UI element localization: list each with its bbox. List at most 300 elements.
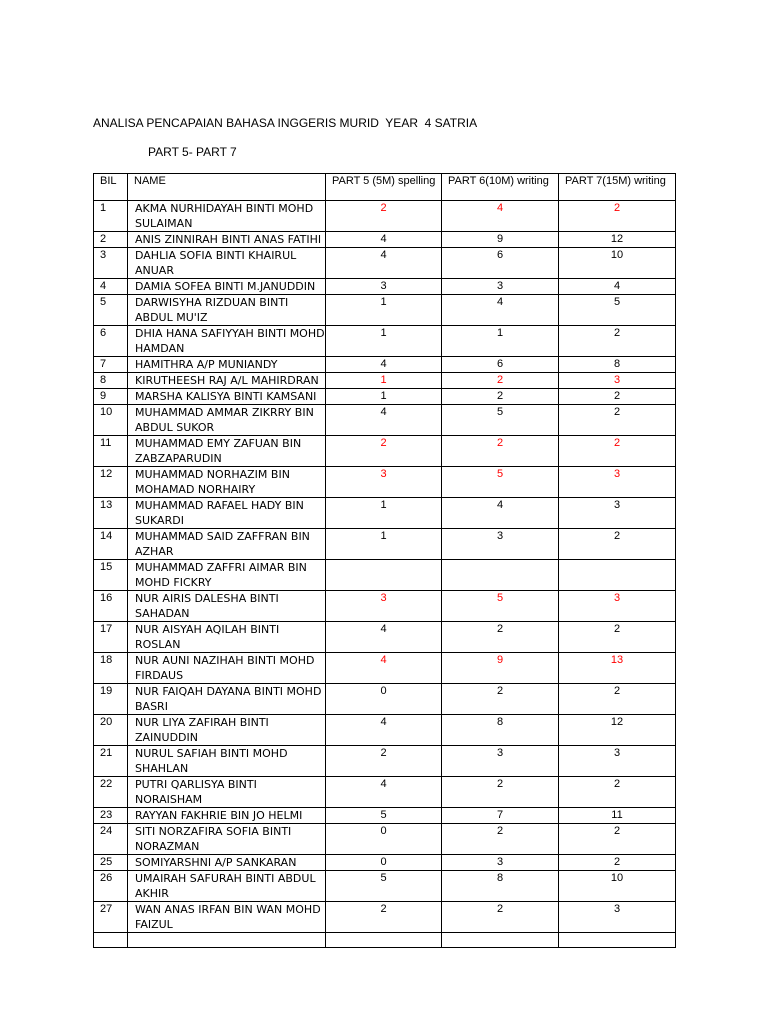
cell-bil <box>94 824 128 855</box>
cell-part5 <box>326 467 442 498</box>
cell-part7 <box>559 248 676 279</box>
cell-bil-text: 22 <box>100 778 113 790</box>
cell-name-text: MUHAMMAD EMY ZAFUAN BIN ZABZAPARUDIN <box>135 437 302 465</box>
score-table <box>93 173 676 948</box>
cell-bil-text: 9 <box>100 390 107 402</box>
cell-bil-text: 16 <box>100 592 113 604</box>
cell-part7-text: 3 <box>613 903 621 915</box>
cell-part7-text: 10 <box>610 249 624 261</box>
cell-part6 <box>442 405 559 436</box>
cell-part5 <box>326 326 442 357</box>
cell-part6-text: 9 <box>496 233 504 245</box>
cell-part5-text: 0 <box>380 856 387 868</box>
cell-name-text: NUR FAIQAH DAYANA BINTI MOHD BASRI <box>135 685 322 713</box>
cell-name <box>128 405 326 436</box>
cell-part6 <box>442 389 559 405</box>
cell-bil <box>94 777 128 808</box>
cell-name <box>128 232 326 248</box>
cell-name-text: AKMA NURHIDAYAH BINTI MOHD SULAIMAN <box>135 202 314 230</box>
cell-name <box>128 529 326 560</box>
cell-part6 <box>442 684 559 715</box>
cell-part6 <box>442 529 559 560</box>
cell-part6-text: 2 <box>496 778 504 790</box>
cell-bil <box>94 201 128 232</box>
cell-part7-text: 2 <box>613 856 621 868</box>
cell-bil-text: 6 <box>100 327 107 339</box>
cell-part7-text: 2 <box>613 406 621 418</box>
cell-part5-text <box>326 560 441 561</box>
cell-part7 <box>559 715 676 746</box>
cell-name-text: UMAIRAH SAFURAH BINTI ABDUL AKHIR <box>135 872 316 900</box>
cell-name-text: DARWISYHA RIZDUAN BINTI ABDUL MU'IZ <box>135 296 289 324</box>
cell-bil <box>94 808 128 824</box>
table-row <box>94 684 676 715</box>
cell-part6 <box>442 777 559 808</box>
cell-part5 <box>326 498 442 529</box>
cell-name-text: SOMIYARSHNI A/P SANKARAN <box>135 856 297 869</box>
table-row <box>94 373 676 389</box>
cell-part6-text: 8 <box>496 716 504 728</box>
cell-part7-text: 2 <box>613 437 621 449</box>
cell-part6-text: 8 <box>496 872 504 884</box>
cell-bil-text: 23 <box>100 809 113 821</box>
cell-bil-text: 24 <box>100 825 113 837</box>
cell-part6-text: 1 <box>496 327 504 339</box>
table-row <box>94 591 676 622</box>
cell-part6-text: 6 <box>496 358 504 370</box>
cell-part5 <box>326 591 442 622</box>
cell-part6-text: 2 <box>496 825 504 837</box>
cell-name <box>128 871 326 902</box>
cell-part7 <box>559 622 676 653</box>
table-header-row <box>94 174 676 201</box>
cell-bil-text: 1 <box>100 202 107 214</box>
cell-part5-text: 2 <box>380 747 387 759</box>
cell-part5 <box>326 357 442 373</box>
table-row <box>94 201 676 232</box>
cell-part7 <box>559 591 676 622</box>
cell-name <box>128 373 326 389</box>
cell-name-text: NUR AIRIS DALESHA BINTI SAHADAN <box>135 592 279 620</box>
cell-part5-text: 3 <box>380 592 387 604</box>
cell-part7 <box>559 824 676 855</box>
cell-part7 <box>559 201 676 232</box>
cell-part5 <box>326 248 442 279</box>
cell-name-text: NUR AUNI NAZIHAH BINTI MOHD FIRDAUS <box>135 654 315 682</box>
cell-part7 <box>559 560 676 591</box>
cell-part5-text: 1 <box>380 530 387 542</box>
cell-part6 <box>442 295 559 326</box>
cell-part7-text: 8 <box>613 358 621 370</box>
cell-name <box>128 295 326 326</box>
cell-part6-text: 2 <box>496 374 504 386</box>
table-row <box>94 715 676 746</box>
cell-name-text: NURUL SAFIAH BINTI MOHD SHAHLAN <box>135 747 288 775</box>
cell-name-text: MUHAMMAD NORHAZIM BIN MOHAMAD NORHAIRY <box>135 468 290 496</box>
cell-name <box>128 389 326 405</box>
cell-bil-text: 18 <box>100 654 113 666</box>
cell-part6-text: 4 <box>496 202 504 214</box>
document-title: ANALISA PENCAPAIAN BAHASA INGGERIS MURID YEAR 4 SATRIA <box>93 116 478 130</box>
table-row <box>94 436 676 467</box>
cell-part5 <box>326 622 442 653</box>
cell-part6-text: 6 <box>496 249 504 261</box>
cell-part7 <box>559 855 676 871</box>
cell-part7 <box>559 653 676 684</box>
cell-name-text: WAN ANAS IRFAN BIN WAN MOHD FAIZUL <box>135 903 321 931</box>
cell-name-text: MUHAMMAD SAID ZAFFRAN BIN AZHAR <box>135 530 310 558</box>
cell-part6 <box>442 373 559 389</box>
cell-bil-text: 12 <box>100 468 113 480</box>
cell-name-text: DAHLIA SOFIA BINTI KHAIRUL ANUAR <box>135 249 297 277</box>
cell-part7-text: 2 <box>613 390 621 402</box>
cell-bil-text: 13 <box>100 499 113 511</box>
cell-part7 <box>559 902 676 933</box>
cell-bil <box>94 295 128 326</box>
cell-name <box>128 808 326 824</box>
cell-part5-text: 5 <box>380 809 387 821</box>
cell-part5 <box>326 232 442 248</box>
cell-bil-text: 26 <box>100 872 113 884</box>
cell-bil-text: 21 <box>100 747 113 759</box>
cell-bil <box>94 357 128 373</box>
cell-name-text: RAYYAN FAKHRIE BIN JO HELMI <box>135 809 303 822</box>
cell-part7-text: 2 <box>613 778 621 790</box>
cell-part5-text: 4 <box>380 716 387 728</box>
cell-bil <box>94 326 128 357</box>
cell-part6-text: 2 <box>496 390 504 402</box>
cell-part6-text: 2 <box>496 685 504 697</box>
table-row <box>94 746 676 777</box>
cell-part5-text: 3 <box>380 280 387 292</box>
cell-name <box>128 684 326 715</box>
table-row <box>94 529 676 560</box>
cell-name-text: MARSHA KALISYA BINTI KAMSANI <box>135 390 317 403</box>
cell-part7-text: 3 <box>613 468 621 480</box>
cell-name-text: SITI NORZAFIRA SOFIA BINTI NORAZMAN <box>135 825 292 853</box>
cell-name-text: NUR AISYAH AQILAH BINTI ROSLAN <box>135 623 280 651</box>
cell-bil <box>94 529 128 560</box>
cell-part5 <box>326 653 442 684</box>
table-row <box>94 389 676 405</box>
cell-part6 <box>442 855 559 871</box>
cell-part5 <box>326 405 442 436</box>
table-row-empty <box>94 933 676 948</box>
cell-part6-text: 3 <box>496 856 504 868</box>
cell-part6-text: 5 <box>496 406 504 418</box>
empty-cell <box>326 933 442 948</box>
cell-part5 <box>326 808 442 824</box>
cell-part7 <box>559 467 676 498</box>
cell-name <box>128 902 326 933</box>
cell-bil <box>94 373 128 389</box>
cell-bil <box>94 436 128 467</box>
cell-part6 <box>442 824 559 855</box>
cell-part5-text: 1 <box>380 499 387 511</box>
empty-cell <box>559 933 676 948</box>
cell-part7 <box>559 684 676 715</box>
cell-name <box>128 855 326 871</box>
cell-part6-text: 9 <box>496 654 504 666</box>
table-row <box>94 279 676 295</box>
cell-name-text: MUHAMMAD RAFAEL HADY BIN SUKARDI <box>135 499 304 527</box>
cell-part7-text: 3 <box>613 499 621 511</box>
table-row <box>94 248 676 279</box>
cell-part5-text: 4 <box>380 358 387 370</box>
cell-part6-text: 5 <box>496 468 504 480</box>
cell-name <box>128 777 326 808</box>
cell-name <box>128 746 326 777</box>
cell-bil <box>94 232 128 248</box>
document-subtitle: PART 5- PART 7 <box>148 145 237 159</box>
cell-part7 <box>559 389 676 405</box>
cell-bil-text: 27 <box>100 903 113 915</box>
cell-part6-text: 3 <box>496 280 504 292</box>
cell-part6 <box>442 357 559 373</box>
cell-part5 <box>326 855 442 871</box>
cell-part5-text: 2 <box>380 202 387 214</box>
cell-bil <box>94 715 128 746</box>
cell-bil-text: 10 <box>100 406 113 418</box>
cell-part6 <box>442 653 559 684</box>
cell-part5 <box>326 746 442 777</box>
cell-bil <box>94 467 128 498</box>
cell-part7 <box>559 436 676 467</box>
table-row <box>94 498 676 529</box>
cell-bil-text: 11 <box>100 437 112 449</box>
cell-bil <box>94 855 128 871</box>
cell-part7-text: 2 <box>613 685 621 697</box>
cell-part5-text: 3 <box>380 468 387 480</box>
cell-part5-text: 4 <box>380 654 387 666</box>
cell-part5 <box>326 295 442 326</box>
cell-part6-text <box>442 560 558 561</box>
header-bil: BIL <box>94 174 128 201</box>
cell-part5-text: 2 <box>380 903 387 915</box>
cell-name <box>128 591 326 622</box>
cell-part6 <box>442 436 559 467</box>
cell-part5 <box>326 902 442 933</box>
cell-part7-text: 3 <box>613 374 621 386</box>
cell-part7-text: 2 <box>613 623 621 635</box>
cell-part5 <box>326 389 442 405</box>
cell-part6 <box>442 201 559 232</box>
table-row <box>94 232 676 248</box>
cell-part7-text: 12 <box>610 716 624 728</box>
table-row <box>94 622 676 653</box>
cell-bil <box>94 279 128 295</box>
cell-bil-text: 2 <box>100 233 107 245</box>
cell-part6-text: 2 <box>496 623 504 635</box>
cell-part7-text: 11 <box>611 809 623 821</box>
cell-part5-text: 0 <box>380 685 387 697</box>
cell-part5 <box>326 777 442 808</box>
cell-name-text: NUR LIYA ZAFIRAH BINTI ZAINUDDIN <box>135 716 269 744</box>
cell-part7-text: 2 <box>613 202 621 214</box>
cell-part5-text: 5 <box>380 872 387 884</box>
table-body <box>94 201 676 948</box>
cell-part6 <box>442 591 559 622</box>
cell-part7-text: 3 <box>613 747 621 759</box>
cell-part5-text: 2 <box>380 437 387 449</box>
cell-part6-text: 4 <box>496 499 504 511</box>
cell-bil-text: 8 <box>100 374 107 386</box>
cell-part6 <box>442 498 559 529</box>
cell-part5-text: 4 <box>380 623 387 635</box>
cell-name <box>128 279 326 295</box>
header-part7: PART 7(15M) writing <box>559 174 676 201</box>
cell-part5-text: 1 <box>380 296 387 308</box>
cell-part7 <box>559 295 676 326</box>
cell-name-text: DHIA HANA SAFIYYAH BINTI MOHD HAMDAN <box>135 327 325 355</box>
cell-bil <box>94 498 128 529</box>
table-row <box>94 902 676 933</box>
cell-part7-text: 5 <box>613 296 621 308</box>
cell-part7-text: 13 <box>610 654 624 666</box>
cell-bil-text: 19 <box>100 685 113 697</box>
cell-bil-text: 14 <box>100 530 113 542</box>
table-row <box>94 808 676 824</box>
cell-part7 <box>559 373 676 389</box>
cell-name-text: MUHAMMAD ZAFFRI AIMAR BIN MOHD FICKRY <box>135 561 307 589</box>
cell-part6 <box>442 902 559 933</box>
cell-part5-text: 1 <box>380 327 387 339</box>
cell-name-text: KIRUTHEESH RAJ A/L MAHIRDRAN <box>135 374 319 387</box>
empty-cell <box>94 933 128 948</box>
cell-part6 <box>442 622 559 653</box>
cell-part5-text: 0 <box>380 825 387 837</box>
cell-part6-text: 3 <box>496 747 504 759</box>
cell-bil <box>94 622 128 653</box>
cell-name <box>128 357 326 373</box>
cell-name <box>128 653 326 684</box>
table-row <box>94 653 676 684</box>
cell-part7-text <box>559 560 675 561</box>
cell-bil-text: 7 <box>100 358 107 370</box>
cell-part7 <box>559 326 676 357</box>
cell-part7 <box>559 746 676 777</box>
cell-bil <box>94 560 128 591</box>
cell-part6 <box>442 808 559 824</box>
cell-part6-text: 2 <box>496 903 504 915</box>
cell-part6 <box>442 248 559 279</box>
cell-part5 <box>326 684 442 715</box>
cell-name <box>128 560 326 591</box>
cell-name <box>128 436 326 467</box>
cell-bil <box>94 248 128 279</box>
cell-name <box>128 248 326 279</box>
table-row <box>94 560 676 591</box>
cell-bil <box>94 746 128 777</box>
cell-part5-text: 4 <box>380 233 387 245</box>
table-row <box>94 357 676 373</box>
cell-part7-text: 12 <box>610 233 624 245</box>
cell-part7-text: 2 <box>613 530 621 542</box>
cell-part5-text: 4 <box>380 406 387 418</box>
empty-cell <box>128 933 326 948</box>
cell-part5-text: 4 <box>380 778 387 790</box>
cell-part5 <box>326 871 442 902</box>
cell-part7 <box>559 529 676 560</box>
cell-part7-text: 2 <box>613 327 621 339</box>
cell-part7 <box>559 405 676 436</box>
cell-bil-text: 17 <box>100 623 113 635</box>
cell-part6-text: 7 <box>496 809 504 821</box>
cell-name <box>128 824 326 855</box>
cell-bil <box>94 871 128 902</box>
cell-part5 <box>326 436 442 467</box>
cell-part5 <box>326 279 442 295</box>
cell-part6-text: 3 <box>496 530 504 542</box>
cell-name <box>128 467 326 498</box>
cell-part5 <box>326 201 442 232</box>
cell-name <box>128 326 326 357</box>
cell-part7 <box>559 777 676 808</box>
cell-part6-text: 2 <box>496 437 504 449</box>
cell-bil-text: 5 <box>100 296 107 308</box>
cell-bil <box>94 902 128 933</box>
cell-part5-text: 1 <box>380 374 387 386</box>
cell-part6 <box>442 715 559 746</box>
cell-part6-text: 4 <box>496 296 504 308</box>
table-row <box>94 405 676 436</box>
cell-name-text: DAMIA SOFEA BINTI M.JANUDDIN <box>135 280 316 293</box>
cell-part7 <box>559 232 676 248</box>
cell-bil-text: 4 <box>100 280 107 292</box>
cell-part6 <box>442 279 559 295</box>
cell-name <box>128 498 326 529</box>
cell-part7 <box>559 498 676 529</box>
cell-part6 <box>442 560 559 591</box>
header-part5: PART 5 (5M) spelling <box>326 174 442 201</box>
cell-name-text: PUTRI QARLISYA BINTI NORAISHAM <box>135 778 257 806</box>
cell-part7 <box>559 279 676 295</box>
cell-bil <box>94 684 128 715</box>
table-row <box>94 777 676 808</box>
cell-part5 <box>326 824 442 855</box>
cell-bil-text: 20 <box>100 716 113 728</box>
cell-part5-text: 1 <box>380 390 387 402</box>
header-name: NAME <box>128 174 326 201</box>
cell-part7-text: 2 <box>613 825 621 837</box>
cell-part6 <box>442 232 559 248</box>
empty-cell <box>442 933 559 948</box>
cell-part6-text: 5 <box>496 592 504 604</box>
cell-name <box>128 201 326 232</box>
cell-part7-text: 3 <box>613 592 621 604</box>
cell-part7-text: 4 <box>613 280 621 292</box>
cell-name <box>128 622 326 653</box>
cell-name-text: ANIS ZINNIRAH BINTI ANAS FATIHI <box>135 233 322 246</box>
cell-name <box>128 715 326 746</box>
table-row <box>94 855 676 871</box>
cell-bil-text: 25 <box>100 856 113 868</box>
cell-part7 <box>559 871 676 902</box>
table-row <box>94 871 676 902</box>
cell-part6 <box>442 326 559 357</box>
cell-part7-text: 10 <box>610 872 624 884</box>
cell-bil-text: 3 <box>100 249 107 261</box>
cell-part5 <box>326 715 442 746</box>
cell-name-text: MUHAMMAD AMMAR ZIKRRY BIN ABDUL SUKOR <box>135 406 314 434</box>
cell-part5-text: 4 <box>380 249 387 261</box>
table-row <box>94 326 676 357</box>
table-row <box>94 467 676 498</box>
table-row <box>94 824 676 855</box>
cell-part6 <box>442 871 559 902</box>
cell-part5 <box>326 373 442 389</box>
cell-bil-text: 15 <box>100 561 113 573</box>
